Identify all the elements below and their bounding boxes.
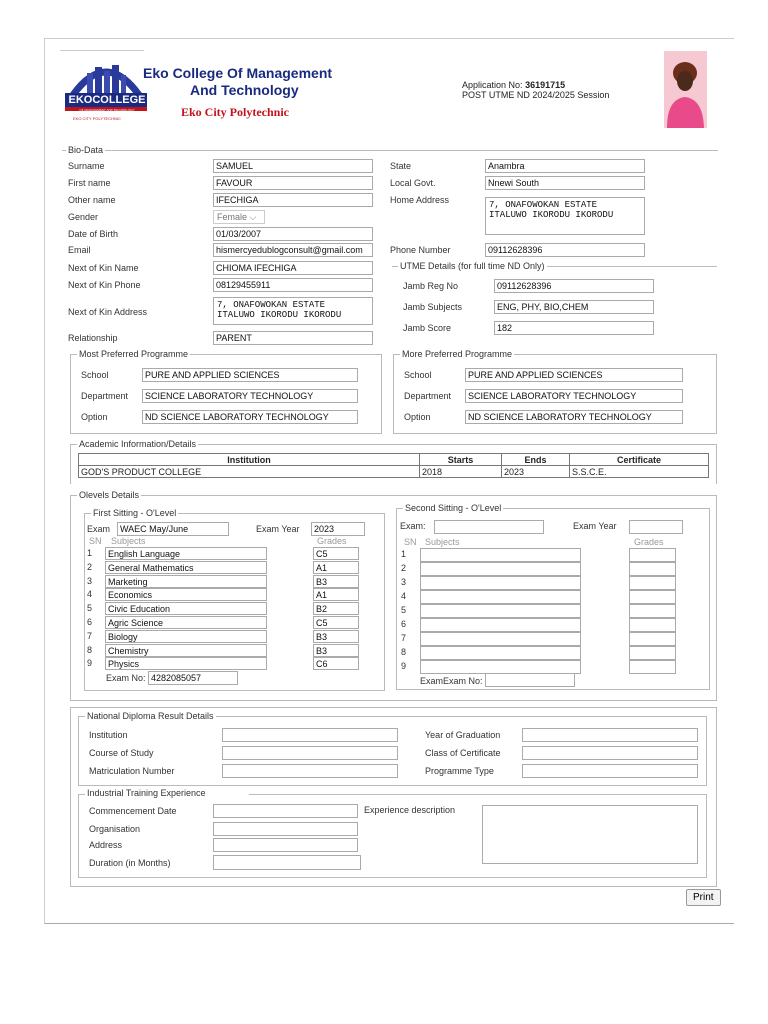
nd-class-field[interactable] [522,746,698,760]
second-subject-4[interactable] [420,590,581,604]
first-grade-6[interactable]: C5 [313,616,359,629]
application-label: Application No: [462,80,523,90]
first-subject-7[interactable]: Biology [105,630,267,643]
second-subject-9[interactable] [420,660,581,674]
second-sitting-legend: Second Sitting - O'Level [405,503,502,513]
relationship-field[interactable]: PARENT [213,331,373,345]
second-exam-field[interactable] [434,520,544,534]
jamb-score-label: Jamb Score [403,323,452,333]
most-department-label: Department [81,391,129,401]
first-subject-8[interactable]: Chemistry [105,644,267,657]
second-subject-2[interactable] [420,562,581,576]
most-department-field[interactable]: SCIENCE LABORATORY TECHNOLOGY [142,389,358,403]
col-ends: Ends [502,454,570,466]
second-grade-6[interactable] [629,618,676,632]
most-school-field[interactable]: PURE AND APPLIED SCIENCES [142,368,358,382]
second-grade-2[interactable] [629,562,676,576]
first-year-field[interactable]: 2023 [311,522,365,536]
first-sitting-legend: First Sitting - O'Level [93,508,177,518]
first-subject-5[interactable]: Civic Education [105,602,267,615]
first-subject-6[interactable]: Agric Science [105,616,267,629]
application-number [462,80,565,90]
first-subject-2[interactable]: General Mathematics [105,561,267,574]
nd-grad-year-label: Year of Graduation [425,730,501,740]
home-address-label: Home Address [390,195,450,205]
more-preferred-legend: More Preferred Programme [402,349,513,359]
nok-phone-field[interactable]: 08129455911 [213,278,373,292]
gender-label: Gender [68,212,99,222]
second-grade-7[interactable] [629,632,676,646]
it-duration-field[interactable] [213,855,361,870]
second-grades-header: Grades [634,537,664,547]
logo-emblem [65,55,147,125]
first-grade-1[interactable]: C5 [313,547,359,560]
application-form [44,38,734,924]
most-preferred-legend: Most Preferred Programme [79,349,189,359]
second-exam-no-field[interactable] [485,673,575,687]
logo-tagline: OF MANAGEMENT AND TECHNOLOGY [79,108,135,112]
gender-value: Female [217,212,248,222]
first-subject-9[interactable]: Physics [105,657,267,670]
first-subject-4[interactable]: Economics [105,588,267,601]
relationship-label: Relationship [68,333,118,343]
col-institution: Institution [79,454,420,466]
it-top-border-right [249,794,707,795]
nd-matric-label: Matriculation Number [89,766,175,776]
second-grade-5[interactable] [629,604,676,618]
jamb-reg-field[interactable]: 09112628396 [494,279,654,293]
academic-legend: Academic Information/Details [79,439,197,449]
second-exam-no-label: ExamExam No: [420,676,483,686]
jamb-score-field[interactable]: 182 [494,321,654,335]
gender-select[interactable] [213,210,265,224]
second-sn-7: 7 [401,633,407,643]
nok-address-field[interactable]: 7, ONAFOWOKAN ESTATE ITALUWO IKORODU IKORODU [213,297,373,325]
it-address-field[interactable] [213,838,358,852]
it-top-border-left [79,794,85,795]
first-grade-9[interactable]: C6 [313,657,359,670]
second-grade-9[interactable] [629,660,676,674]
first-sn-header: SN [89,536,102,546]
nd-course-label: Course of Study [89,748,154,758]
it-description-label: Experience description [364,805,456,815]
it-commencement-field[interactable] [213,804,358,818]
first-sn-4: 4 [87,589,93,600]
second-subject-6[interactable] [420,618,581,632]
most-option-field[interactable]: ND SCIENCE LABORATORY TECHNOLOGY [142,410,358,424]
second-year-label: Exam Year [573,521,617,531]
second-sn-4: 4 [401,591,407,601]
first-year-label: Exam Year [256,524,300,534]
first-sn-6: 6 [87,617,93,627]
nd-programme-type-field[interactable] [522,764,698,778]
dob-field[interactable]: 01/03/2007 [213,227,373,241]
first-grade-4[interactable]: A1 [313,588,359,601]
second-grade-1[interactable] [629,548,676,562]
cell-certificate: S.S.C.E. [570,466,709,478]
lga-label: Local Govt. [390,178,436,188]
college-logo [65,55,147,125]
first-exam-no-label: Exam No: [106,673,146,683]
utme-legend: UTME Details (for full time ND Only) [400,261,545,271]
more-department-label: Department [404,391,452,401]
it-description-field[interactable] [482,805,698,864]
col-certificate: Certificate [570,454,709,466]
second-sn-2: 2 [401,563,407,573]
most-option-label: Option [81,412,108,422]
first-exam-field[interactable]: WAEC May/June [117,522,229,536]
more-department-field[interactable]: SCIENCE LABORATORY TECHNOLOGY [465,389,683,403]
more-option-field[interactable]: ND SCIENCE LABORATORY TECHNOLOGY [465,410,683,424]
more-option-label: Option [404,412,431,422]
it-organisation-label: Organisation [89,824,141,834]
first-grade-7[interactable]: B3 [313,630,359,643]
table-row [79,466,709,478]
othername-label: Other name [68,195,116,205]
dob-label: Date of Birth [68,229,119,239]
nd-matric-field[interactable] [222,764,398,778]
first-subject-3[interactable]: Marketing [105,575,267,588]
first-exam-label: Exam [87,524,111,534]
academic-table [78,453,709,478]
second-sn-1: 1 [401,549,407,559]
nok-name-field[interactable]: CHIOMA IFECHIGA [213,261,373,275]
phone-label: Phone Number [390,245,451,255]
first-sn-9: 9 [87,658,93,669]
biodata-legend: Bio-Data [68,145,104,155]
second-sn-5: 5 [401,605,407,615]
state-label: State [390,161,412,171]
first-grade-5[interactable]: B2 [313,602,359,615]
nok-name-label: Next of Kin Name [68,263,139,273]
first-sn-2: 2 [87,561,93,572]
cell-ends: 2023 [502,466,570,478]
second-grade-3[interactable] [629,576,676,590]
first-sn-5: 5 [87,603,93,614]
print-button[interactable]: Print [686,889,721,906]
second-exam-label: Exam: [400,521,426,531]
nd-grad-year-field[interactable] [522,728,698,742]
first-sn-3: 3 [87,575,93,586]
first-grade-3[interactable]: B3 [313,575,359,588]
jamb-reg-label: Jamb Reg No [403,281,459,291]
logo-text: EKOCOLLEGE [68,94,146,106]
email-label: Email [68,245,91,255]
second-sn-9: 9 [401,661,407,671]
firstname-field[interactable]: FAVOUR [213,176,373,190]
lga-field[interactable]: Nnewi South [485,176,645,190]
second-subject-5[interactable] [420,604,581,618]
phone-field[interactable]: 09112628396 [485,243,645,257]
second-subject-8[interactable] [420,646,581,660]
college-name-line1: Eko College Of Management [143,65,333,81]
application-value: 36191715 [525,80,566,90]
first-sn-8: 8 [87,644,93,655]
session-text: POST UTME ND 2024/2025 Session [462,90,610,100]
nd-legend: National Diploma Result Details [87,711,214,721]
nd-programme-type-label: Programme Type [425,766,494,776]
second-sn-6: 6 [401,619,407,629]
academic-header-row [79,454,709,466]
jamb-subjects-field[interactable]: ENG, PHY, BIO,CHEM [494,300,654,314]
second-sn-8: 8 [401,647,407,657]
first-subjects-header: Subjects [111,536,146,546]
surname-label: Surname [68,161,105,171]
nok-phone-label: Next of Kin Phone [68,280,141,290]
nd-institution-field[interactable] [222,728,398,742]
passport-photo [664,51,707,128]
logo-sub: EKO CITY POLYTECHNIC [73,116,121,121]
it-legend: Industrial Training Experience [87,788,206,798]
header-divider [60,50,144,51]
second-subject-7[interactable] [420,632,581,646]
it-commencement-label: Commencement Date [89,806,177,816]
nd-class-label: Class of Certificate [425,748,501,758]
first-grade-8[interactable]: B3 [313,644,359,657]
surname-field[interactable]: SAMUEL [213,159,373,173]
firstname-label: First name [68,178,111,188]
more-school-field[interactable]: PURE AND APPLIED SCIENCES [465,368,683,382]
more-school-label: School [404,370,432,380]
second-sn-3: 3 [401,577,407,587]
olevels-legend: Olevels Details [79,490,140,500]
nd-course-field[interactable] [222,746,398,760]
most-school-label: School [81,370,109,380]
othername-field[interactable]: IFECHIGA [213,193,373,207]
it-address-label: Address [89,840,123,850]
nd-institution-label: Institution [89,730,128,740]
second-year-field[interactable] [629,520,683,534]
email-field[interactable]: hismercyedublogconsult@gmail.com [213,243,373,257]
col-starts: Starts [420,454,502,466]
first-subject-1[interactable]: English Language [105,547,267,560]
cell-institution: GOD'S PRODUCT COLLEGE [79,466,420,478]
chevron-down-icon: ⌵ [249,212,257,222]
first-grade-2[interactable]: A1 [313,561,359,574]
second-subject-3[interactable] [420,576,581,590]
home-address-field[interactable]: 7, ONAFOWOKAN ESTATE ITALUWO IKORODU IKORODU [485,197,645,235]
second-grade-8[interactable] [629,646,676,660]
first-exam-no-field[interactable]: 4282085057 [148,671,238,685]
first-grades-header: Grades [317,536,347,546]
nok-address-label: Next of Kin Address [68,307,148,317]
college-subtitle: Eko City Polytechnic [181,105,289,119]
state-field[interactable]: Anambra [485,159,645,173]
jamb-subjects-label: Jamb Subjects [403,302,463,312]
first-sn-7: 7 [87,630,93,641]
second-sn-header: SN [404,537,417,547]
second-subjects-header: Subjects [425,537,460,547]
it-duration-label: Duration (in Months) [89,858,171,868]
cell-starts: 2018 [420,466,502,478]
it-organisation-field[interactable] [213,822,358,836]
second-grade-4[interactable] [629,590,676,604]
college-name-line2: And Technology [190,82,299,98]
second-subject-1[interactable] [420,548,581,562]
first-sn-1: 1 [87,548,93,558]
